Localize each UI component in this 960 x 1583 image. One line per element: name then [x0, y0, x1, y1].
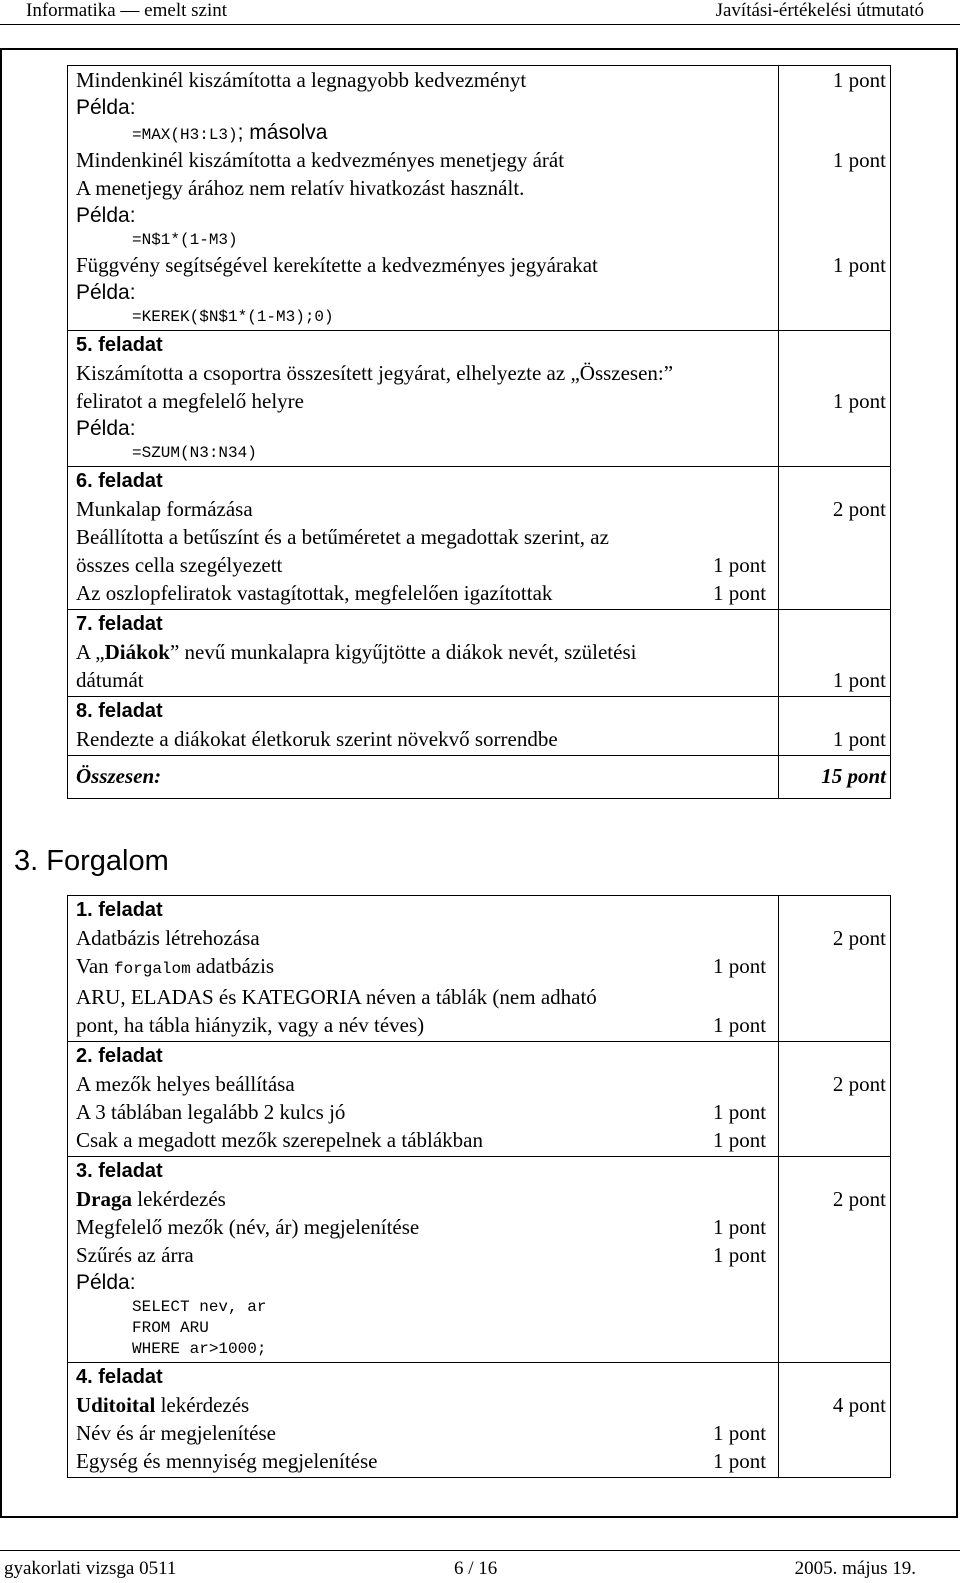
example-label: Példa:	[76, 204, 136, 227]
points: 1 pont	[832, 148, 886, 172]
points: 2 pont	[832, 1072, 886, 1096]
task-title: 6. feladat	[76, 470, 163, 492]
sql-line: WHERE ar>1000;	[132, 1340, 267, 1358]
points: 1 pont	[832, 389, 886, 413]
task-7-box	[68, 610, 890, 697]
criterion-line: Mindenkinél kiszámította a legnagyobb kedvezményt 1 pont	[76, 68, 886, 92]
sub-criterion-line: Az oszlopfeliratok vastagítottak, megfelelően igazítottak 1 pont	[76, 581, 767, 605]
sub-points: 1 pont	[713, 1421, 767, 1445]
points: 1 pont	[832, 727, 886, 751]
task-title: 3. feladat	[76, 1160, 163, 1182]
points: 1 pont	[832, 668, 886, 692]
task-title: 7. feladat	[76, 613, 163, 635]
task-title: 1. feladat	[76, 899, 163, 921]
criterion-line: Uditoital lekérdezés 4 pont	[76, 1393, 886, 1417]
example-label: Példa:	[76, 1271, 136, 1294]
example-label: Példa:	[76, 417, 136, 440]
sub-criterion-line: Megfelelő mezők (név, ár) megjelenítése 1 pont	[76, 1215, 767, 1239]
sub-points: 1 pont	[713, 1128, 767, 1152]
task-6-box	[68, 467, 890, 610]
sub-points: 1 pont	[713, 954, 767, 978]
task-title: 2. feladat	[76, 1045, 163, 1067]
criterion-line: A menetjegy árához nem relatív hivatkozást használt.	[76, 176, 525, 200]
criterion-line: Adatbázis létrehozása 2 pont	[76, 926, 886, 950]
forgalom-task-3-box	[68, 1157, 890, 1363]
total-box	[68, 756, 890, 798]
sub-criterion-line: Csak a megadott mezők szerepelnek a táblákban 1 pont	[76, 1128, 767, 1152]
footer-date: 2005. május 19.	[794, 1558, 916, 1579]
sub-points: 1 pont	[713, 1100, 767, 1124]
task-title: 5. feladat	[76, 334, 163, 356]
criterion-line: Munkalap formázása 2 pont	[76, 497, 886, 521]
task-title: 4. feladat	[76, 1366, 163, 1388]
forgalom-task-2-box	[68, 1042, 890, 1157]
formula-line: =MAX(H3:L3); másolva	[132, 121, 328, 144]
footer-page-number: 6 / 16	[454, 1558, 498, 1579]
footer-rule	[0, 1550, 960, 1551]
sql-line: FROM ARU	[132, 1319, 209, 1337]
example-label: Példa:	[76, 96, 136, 119]
criterion-line: Függvény segítségével kerekítette a kedvezményes jegyárakat 1 pont	[76, 253, 886, 277]
sub-criterion-line: Beállította a betűszínt és a betűméretet a megadottak szerint, az	[76, 525, 609, 549]
header-subject: Informatika — emelt szint	[26, 0, 228, 21]
section-title: 3. Forgalom	[14, 845, 169, 877]
points: 4 pont	[832, 1393, 886, 1417]
criterion-line: Mindenkinél kiszámította a kedvezményes menetjegy árát 1 pont	[76, 148, 886, 172]
sub-points: 1 pont	[713, 581, 767, 605]
forgalom-task-4-box	[68, 1363, 890, 1477]
criterion-line: Draga lekérdezés 2 pont	[76, 1187, 886, 1211]
sub-criterion-line: A 3 táblában legalább 2 kulcs jó 1 pont	[76, 1100, 767, 1124]
total-line	[76, 756, 886, 796]
task-8-box	[68, 697, 890, 756]
header-guide-title: Javítási-értékelési útmutató	[715, 0, 924, 21]
task-4-box	[68, 66, 890, 331]
criterion-line: Rendezte a diákokat életkoruk szerint növekvő sorrendbe 1 pont	[76, 727, 886, 751]
criterion-line: Kiszámította a csoportra összesített jegyárat, elhelyezte az „Összesen:”	[76, 361, 674, 385]
total-label: Összesen:	[76, 764, 162, 788]
points: 2 pont	[832, 926, 886, 950]
scoring-table-2	[67, 65, 891, 799]
sub-points: 1 pont	[713, 1449, 767, 1473]
points: 1 pont	[832, 68, 886, 92]
criterion-line: A „Diákok” nevű munkalapra kigyűjtötte a diákok nevét, születési	[76, 640, 637, 664]
task-5-box	[68, 331, 890, 467]
sub-criterion-line: pont, ha tábla hiányzik, vagy a név téves) 1 pont	[76, 1013, 767, 1037]
header-rule	[0, 24, 960, 25]
criterion-line: dátumát 1 pont	[76, 668, 886, 692]
criterion-line: feliratot a megfelelő helyre 1 pont	[76, 389, 886, 413]
points: 2 pont	[832, 497, 886, 521]
scoring-table-3	[67, 895, 891, 1478]
points: 2 pont	[832, 1187, 886, 1211]
criterion-line: A mezők helyes beállítása 2 pont	[76, 1072, 886, 1096]
sub-criterion-line: Van forgalom adatbázis 1 pont	[76, 954, 767, 978]
sub-criterion-line: Szűrés az árra 1 pont	[76, 1243, 767, 1267]
sub-points: 1 pont	[713, 1215, 767, 1239]
formula-line: =KEREK($N$1*(1-M3);0)	[132, 308, 334, 326]
sub-criterion-line: ARU, ELADAS és KATEGORIA néven a táblák (nem adható	[76, 985, 597, 1009]
sub-criterion-line: összes cella szegélyezett 1 pont	[76, 553, 767, 577]
sub-points: 1 pont	[713, 1243, 767, 1267]
forgalom-task-1-box	[68, 896, 890, 1042]
sub-points: 1 pont	[713, 553, 767, 577]
sub-criterion-line: Egység és mennyiség megjelenítése 1 pont	[76, 1449, 767, 1473]
task-title: 8. feladat	[76, 700, 163, 722]
sql-line: SELECT nev, ar	[132, 1298, 267, 1316]
page-header	[26, 0, 924, 24]
formula-line: =SZUM(N3:N34)	[132, 444, 257, 462]
total-points: 15 pont	[821, 764, 886, 788]
points: 1 pont	[832, 253, 886, 277]
formula-line: =N$1*(1-M3)	[132, 231, 238, 249]
example-label: Példa:	[76, 281, 136, 304]
sub-points: 1 pont	[713, 1013, 767, 1037]
sub-criterion-line: Név és ár megjelenítése 1 pont	[76, 1421, 767, 1445]
footer-exam-id: gyakorlati vizsga 0511	[4, 1558, 177, 1579]
